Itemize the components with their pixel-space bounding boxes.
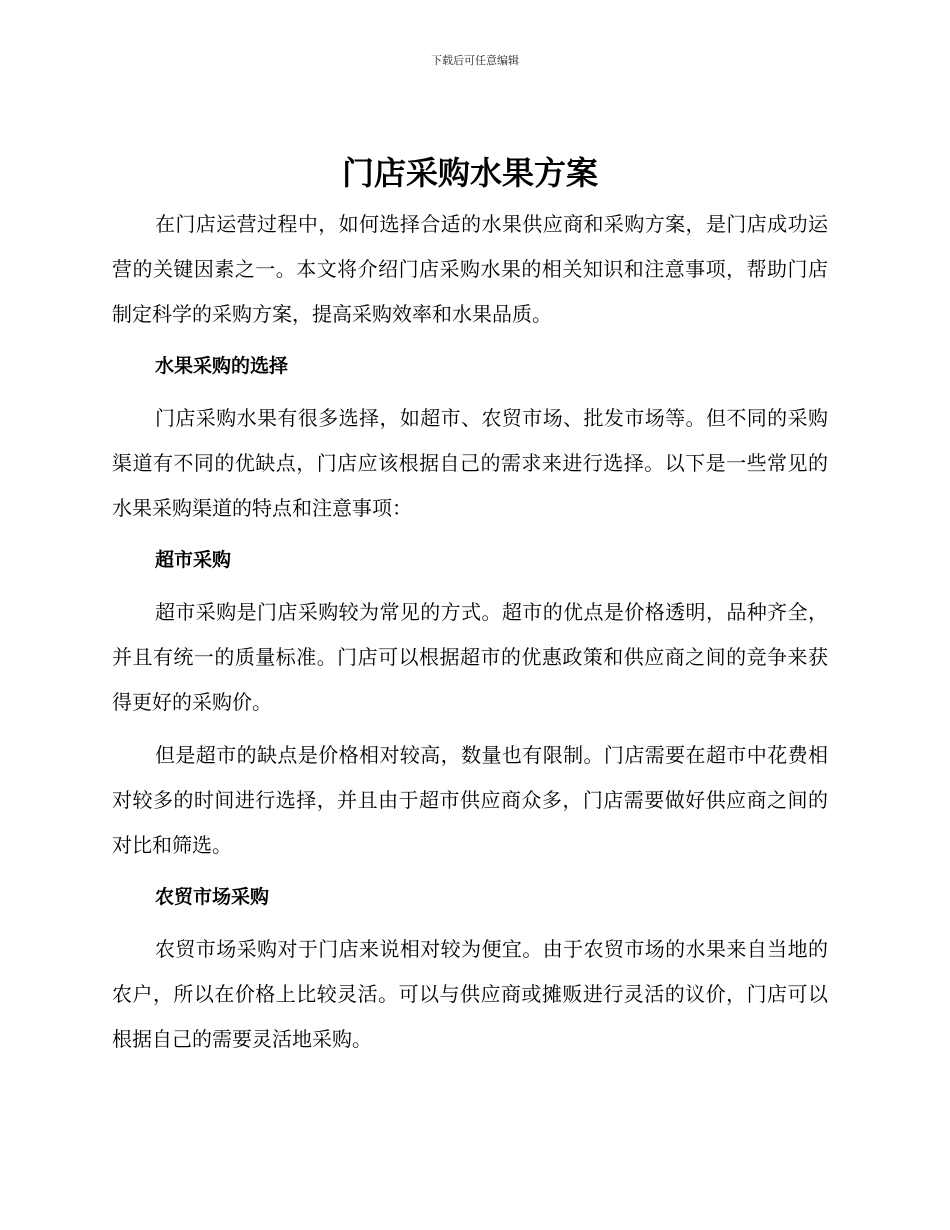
intro-paragraph: 在门店运营过程中，如何选择合适的水果供应商和采购方案，是门店成功运营的关键因素之一。本文将介绍门店采购水果的相关知识和注意事项，帮助门店制定科学的采购方案，提高采购效率和水果品质。 bbox=[112, 212, 828, 326]
section-heading-selection: 水果采购的选择 bbox=[155, 355, 289, 377]
section-heading-supermarket: 超市采购 bbox=[155, 549, 232, 571]
section-heading-farmers-market: 农贸市场采购 bbox=[155, 886, 270, 908]
supermarket-paragraph-1: 超市采购是门店采购较为常见的方式。超市的优点是价格透明，品种齐全，并且有统一的质量标准。门店可以根据超市的优惠政策和供应商之间的竞争来获得更好的采购价。 bbox=[112, 600, 828, 714]
header-note: 下载后可任意编辑 bbox=[431, 54, 519, 67]
supermarket-paragraph-2: 但是超市的缺点是价格相对较高，数量也有限制。门店需要在超市中花费相对较多的时间进行选择，并且由于超市供应商众多，门店需要做好供应商之间的对比和筛选。 bbox=[112, 743, 828, 857]
document-body bbox=[112, 146, 828, 1062]
farmers-market-paragraph: 农贸市场采购对于门店来说相对较为便宜。由于农贸市场的水果来自当地的农户，所以在价格上比较灵活。可以与供应商或摊贩进行灵活的议价，门店可以根据自己的需要灵活地采购。 bbox=[112, 937, 828, 1051]
document-title: 门店采购水果方案 bbox=[341, 154, 598, 192]
selection-paragraph: 门店采购水果有很多选择，如超市、农贸市场、批发市场等。但不同的采购渠道有不同的优缺点，门店应该根据自己的需求来进行选择。以下是一些常见的水果采购渠道的特点和注意事项： bbox=[112, 406, 828, 520]
